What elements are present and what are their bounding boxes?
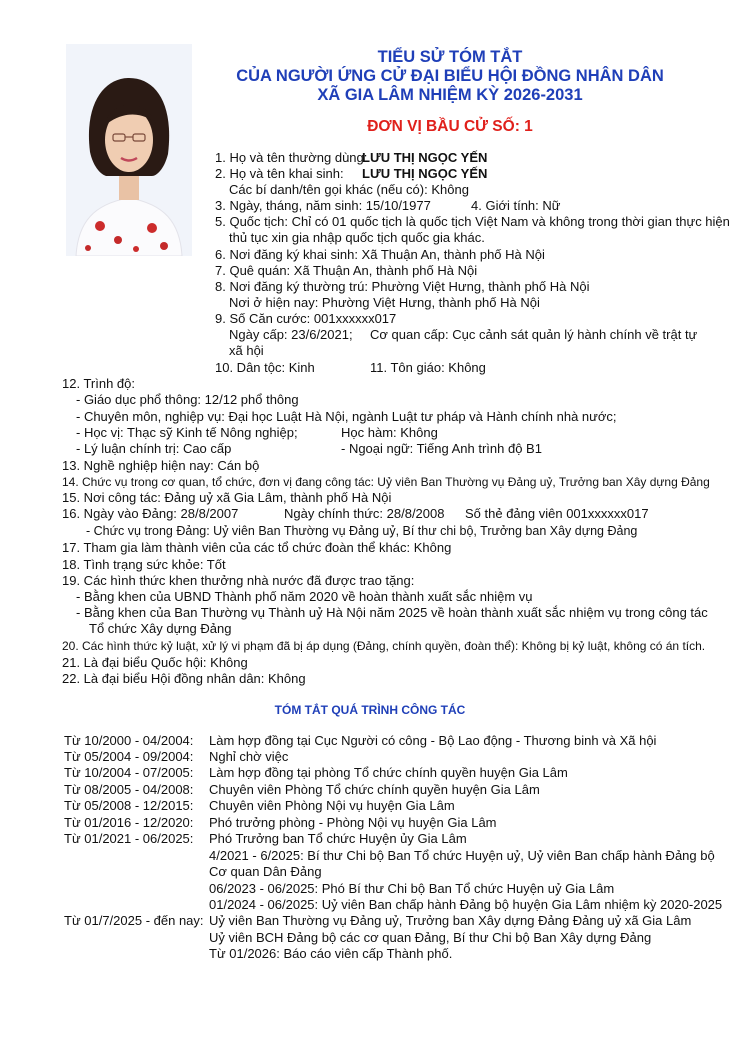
bio-item-2: 2. Họ và tên khai sinh: bbox=[215, 166, 344, 181]
general-education: - Giáo dục phổ thông: 12/12 phổ thông bbox=[76, 392, 299, 407]
birth-registration: 6. Nơi đăng ký khai sinh: Xã Thuận An, thành phố Hà Nội bbox=[215, 247, 545, 262]
party-card-number: Số thẻ đảng viên 001xxxxxx017 bbox=[465, 506, 649, 521]
id-issuer: Cơ quan cấp: Cục cảnh sát quản lý hành chính về trật tự bbox=[370, 327, 698, 342]
education-heading: 12. Trình độ: bbox=[62, 376, 135, 391]
current-position: 14. Chức vụ trong cơ quan, tổ chức, đơn vị đang công tác: Uỷ viên Ban Thường vụ Đảng uỷ, Trưởng ban Xây dựng Đảng bbox=[62, 475, 710, 489]
career-detail: 4/2021 - 6/2025: Bí thư Chi bộ Ban Tổ chức Huyện uỷ, Uỷ viên Ban chấp hành Đảng bộ bbox=[209, 848, 715, 863]
career-period: Từ 05/2008 - 12/2015: bbox=[64, 798, 194, 813]
career-period: Từ 05/2004 - 09/2004: bbox=[64, 749, 194, 764]
current-residence: Nơi ở hiện nay: Phường Việt Hưng, thành phố Hà Nội bbox=[229, 295, 540, 310]
career-detail: 01/2024 - 06/2025: Uỷ viên Ban chấp hành Đảng bộ huyện Gia Lâm nhiệm kỳ 2020-2025 bbox=[209, 897, 723, 912]
career-description: Chuyên viên Phòng Nội vụ huyện Gia Lâm bbox=[209, 798, 455, 813]
awards-heading: 19. Các hình thức khen thưởng nhà nước đã được trao tặng: bbox=[62, 573, 415, 588]
ethnicity: 10. Dân tộc: Kinh bbox=[215, 360, 315, 375]
peoples-council-delegate: 22. Là đại biểu Hội đồng nhân dân: Không bbox=[62, 671, 306, 686]
award-2: - Bằng khen của Ban Thường vụ Thành uỷ Hà Nội năm 2025 về hoàn thành xuất sắc nhiệm vụ trong công tác bbox=[76, 605, 708, 620]
career-detail: Từ 01/2026: Báo cáo viên cấp Thành phố. bbox=[209, 946, 453, 961]
career-period: Từ 10/2004 - 07/2005: bbox=[64, 765, 194, 780]
disciplinary-record: 20. Các hình thức kỷ luật, xử lý vi phạm đã bị áp dụng (Đảng, chính quyền, đoàn thể): Không bị kỷ luật, không có án tích. bbox=[62, 639, 706, 653]
health-status: 18. Tình trạng sức khỏe: Tốt bbox=[62, 557, 226, 572]
party-position: - Chức vụ trong Đảng: Uỷ viên Ban Thường vụ Đảng uỷ, Bí thư chi bộ, Trưởng ban Xây dựng Đảng bbox=[86, 524, 638, 538]
electoral-unit: ĐƠN VỊ BẦU CỬ SỐ: 1 bbox=[367, 118, 533, 135]
id-number: 9. Số Căn cước: 001xxxxxx017 bbox=[215, 311, 397, 326]
career-period: Từ 08/2005 - 04/2008: bbox=[64, 782, 194, 797]
career-period: Từ 01/7/2025 - đến nay: bbox=[64, 913, 204, 928]
career-period: Từ 10/2000 - 04/2004: bbox=[64, 733, 194, 748]
career-description: Chuyên viên Phòng Tổ chức chính quyền huyện Gia Lâm bbox=[209, 782, 540, 797]
party-official-date: Ngày chính thức: 28/8/2008 bbox=[284, 506, 445, 521]
career-detail: Uỷ viên BCH Đảng bộ các cơ quan Đảng, Bí thư Chi bộ Ban Xây dựng Đảng bbox=[209, 930, 652, 945]
academic-degree: - Học vị: Thạc sỹ Kinh tế Nông nghiệp; bbox=[76, 425, 298, 440]
career-period: Từ 01/2016 - 12/2020: bbox=[64, 815, 194, 830]
bio-item-1 bbox=[215, 150, 367, 166]
nationality-continued: thủ tục xin gia nhập quốc tịch quốc gia khác. bbox=[229, 230, 485, 245]
occupation: 13. Nghề nghiệp hiện nay: Cán bộ bbox=[62, 458, 260, 473]
religion: 11. Tôn giáo: Không bbox=[370, 360, 486, 375]
birth-name-value: LƯU THỊ NGỌC YẾN bbox=[362, 166, 488, 181]
career-description: Nghỉ chờ việc bbox=[209, 749, 289, 764]
career-period: Từ 01/2021 - 06/2025: bbox=[64, 831, 194, 846]
id-issuer-continued: xã hội bbox=[229, 343, 264, 358]
birth-date: 3. Ngày, tháng, năm sinh: 15/10/1977 bbox=[215, 198, 431, 213]
career-section-title: TÓM TẮT QUÁ TRÌNH CÔNG TÁC bbox=[274, 703, 466, 717]
professional-education: - Chuyên môn, nghiệp vụ: Đại học Luật Hà Nội, ngành Luật tư pháp và Hành chính nhà nước; bbox=[76, 409, 617, 424]
common-name-value: LƯU THỊ NGỌC YẾN bbox=[362, 150, 488, 165]
title-line-2: CỦA NGƯỜI ỨNG CỬ ĐẠI BIỂU HỘI ĐỒNG NHÂN DÂN bbox=[236, 67, 664, 85]
title-line-3: XÃ GIA LÂM NHIỆM KỲ 2026-2031 bbox=[317, 86, 583, 104]
career-detail: Cơ quan Dân Đảng bbox=[209, 864, 322, 879]
gender: 4. Giới tính: Nữ bbox=[471, 198, 561, 213]
candidate-portrait bbox=[66, 44, 192, 256]
organization-membership: 17. Tham gia làm thành viên của các tổ chức đoàn thể khác: Không bbox=[62, 540, 452, 555]
document-title bbox=[190, 48, 710, 105]
career-description: Làm hợp đồng tại phòng Tổ chức chính quyền huyện Gia Lâm bbox=[209, 765, 568, 780]
title-line-1: TIỂU SỬ TÓM TẮT bbox=[377, 48, 523, 66]
hometown: 7. Quê quán: Xã Thuận An, thành phố Hà Nội bbox=[215, 263, 478, 278]
career-description: Uỷ viên Ban Thường vụ Đảng uỷ, Trưởng ban Xây dựng Đảng Đảng uỷ xã Gia Lâm bbox=[209, 913, 692, 928]
academic-title: Học hàm: Không bbox=[341, 425, 438, 440]
id-issue-date: Ngày cấp: 23/6/2021; bbox=[229, 327, 353, 342]
career-description: Làm hợp đồng tại Cục Người có công - Bộ Lao động - Thương binh và Xã hội bbox=[209, 733, 657, 748]
aliases: Các bí danh/tên gọi khác (nếu có): Không bbox=[229, 182, 469, 197]
national-assembly-delegate: 21. Là đại biểu Quốc hội: Không bbox=[62, 655, 248, 670]
career-detail: 06/2023 - 06/2025: Phó Bí thư Chi bộ Ban Tổ chức Huyện uỷ Gia Lâm bbox=[209, 881, 615, 896]
award-1: - Bằng khen của UBND Thành phố năm 2020 về hoàn thành xuất sắc nhiệm vụ bbox=[76, 589, 533, 604]
foreign-language: - Ngoại ngữ: Tiếng Anh trình độ B1 bbox=[341, 441, 542, 456]
political-theory: - Lý luận chính trị: Cao cấp bbox=[76, 441, 232, 456]
career-description: Phó trưởng phòng - Phòng Nội vụ huyện Gia Lâm bbox=[209, 815, 497, 830]
party-join-date: 16. Ngày vào Đảng: 28/8/2007 bbox=[62, 506, 239, 521]
permanent-residence: 8. Nơi đăng ký thường trú: Phường Việt Hưng, thành phố Hà Nội bbox=[215, 279, 590, 294]
workplace: 15. Nơi công tác: Đảng uỷ xã Gia Lâm, thành phố Hà Nội bbox=[62, 490, 392, 505]
item-label: 1. Họ và tên thường dùng: bbox=[215, 150, 368, 165]
nationality: 5. Quốc tịch: Chỉ có 01 quốc tịch là quốc tịch Việt Nam và không trong thời gian thực hiện bbox=[215, 214, 730, 229]
career-description: Phó Trưởng ban Tổ chức Huyện ủy Gia Lâm bbox=[209, 831, 467, 846]
award-2-continued: Tổ chức Xây dựng Đảng bbox=[89, 621, 232, 636]
